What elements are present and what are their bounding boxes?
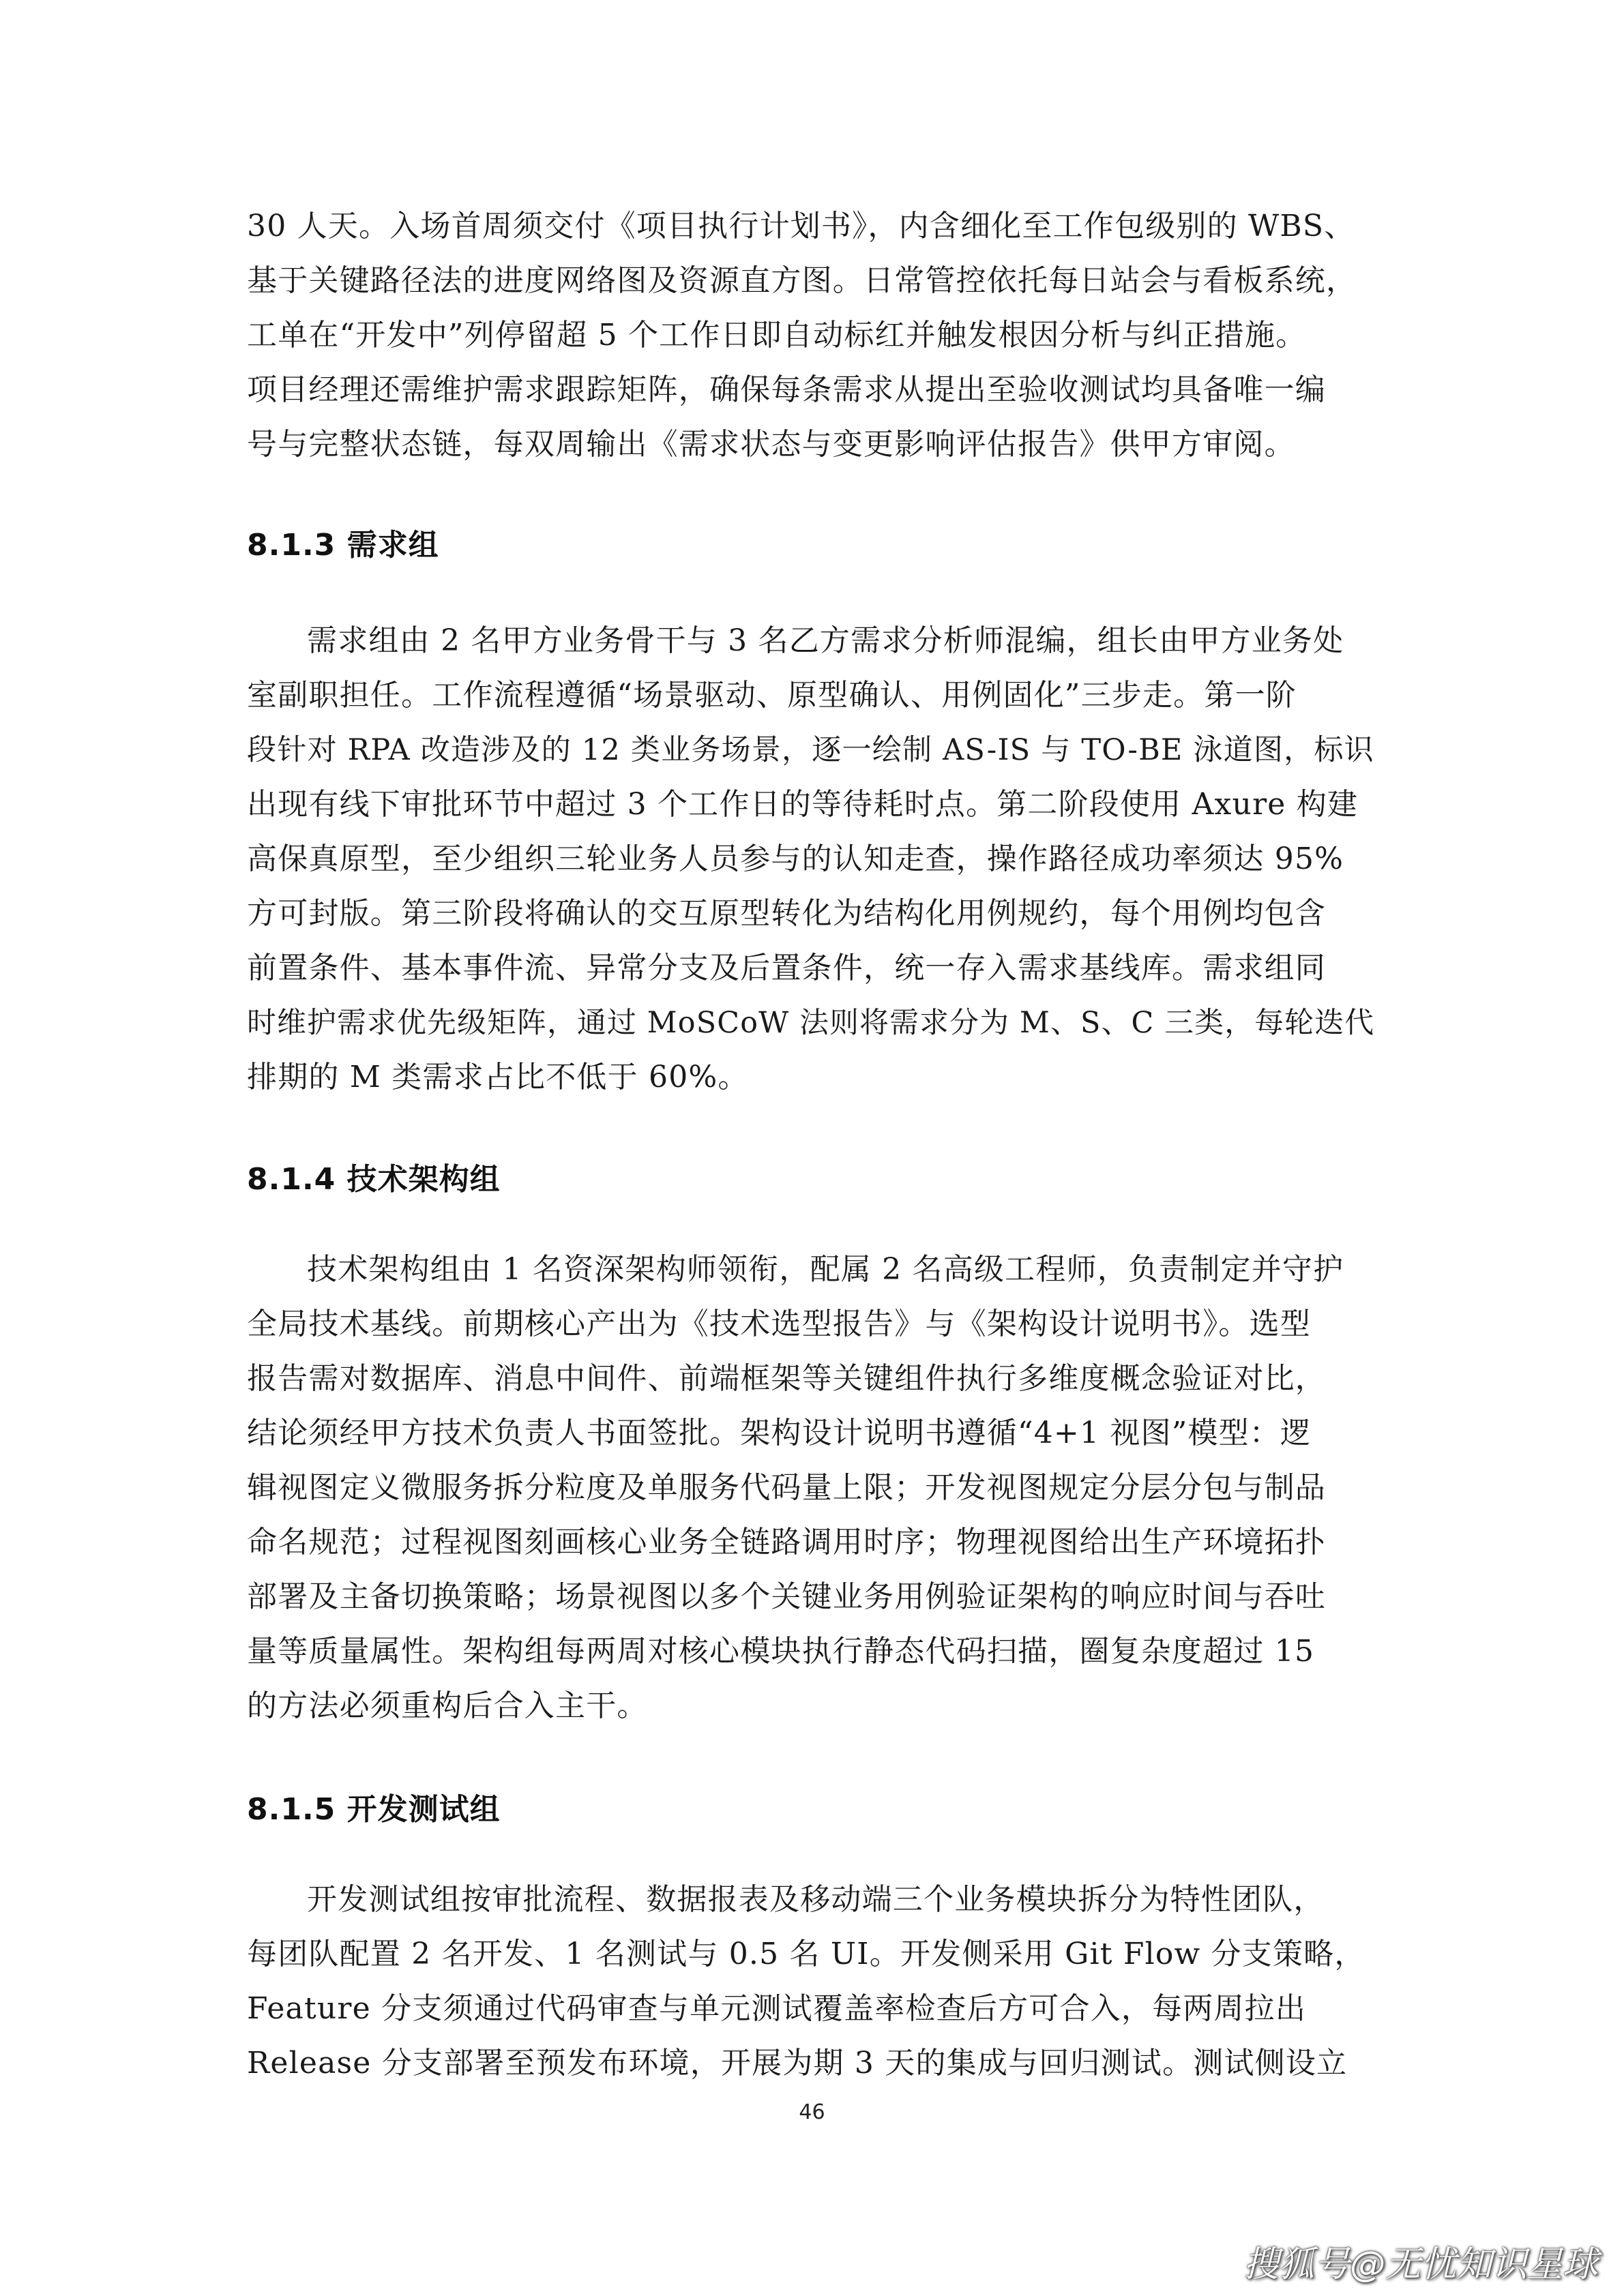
section-8-1-3-paragraph (247, 614, 1379, 1105)
section-8-1-4-paragraph (247, 1242, 1379, 1733)
section-heading-8-1-5: 8.1.5 开发测试组 (247, 1792, 501, 1827)
text-line: 基于关键路径法的进度网络图及资源直方图。日常管控依托每日站会与看板系统， (247, 263, 1357, 298)
text-line: 方可封版。第三阶段将确认的交互原型转化为结构化用例规约，每个用例均包含 (247, 896, 1326, 931)
text-line: 每团队配置 2 名开发、1 名测试与 0.5 名 UI。开发侧采用 Git Flow 分支策略， (247, 1937, 1365, 1971)
text-line: 量等质量属性。架构组每两周对核心模块执行静态代码扫描，圈复杂度超过 15 (247, 1634, 1315, 1669)
text-line: 开发测试组按审批流程、数据报表及移动端三个业务模块拆分为特性团队， (307, 1882, 1325, 1917)
text-line: 号与完整状态链，每双周输出《需求状态与变更影响评估报告》供甲方审阅。 (247, 427, 1295, 462)
text-line: 高保真原型，至少组织三轮业务人员参与的认知走查，操作路径成功率须达 95% (247, 841, 1344, 876)
text-line: 辑视图定义微服务拆分粒度及单服务代码量上限；开发视图规定分层分包与制品 (247, 1470, 1326, 1505)
text-line: 排期的 M 类需求占比不低于 60%。 (247, 1060, 749, 1094)
text-line: 的方法必须重构后合入主干。 (247, 1688, 648, 1723)
text-line: 前置条件、基本事件流、异常分支及后置条件，统一存入需求基线库。需求组同 (247, 951, 1326, 985)
text-line: 工单在“开发中”列停留超 5 个工作日即自动标红并触发根因分析与纠正措施。 (247, 318, 1307, 353)
text-line: Release 分支部署至预发布环境，开展为期 3 天的集成与回归测试。测试侧设立 (247, 2046, 1348, 2081)
text-line: 结论须经甲方技术负责人书面签批。架构设计说明书遵循“4+1 视图”模型：逻 (247, 1416, 1312, 1450)
section-heading-8-1-4: 8.1.4 技术架构组 (247, 1162, 501, 1197)
text-line: 技术架构组由 1 名资深架构师领衔，配属 2 名高级工程师，负责制定并守护 (307, 1252, 1344, 1287)
text-line: 部署及主备切换策略；场景视图以多个关键业务用例验证架构的响应时间与吞吐 (247, 1579, 1326, 1614)
text-line: 全局技术基线。前期核心产出为《技术选型报告》与《架构设计说明书》。选型 (247, 1307, 1311, 1341)
section-8-1-5-paragraph (247, 1873, 1379, 2091)
text-line: Feature 分支须通过代码审查与单元测试覆盖率检查后方可合入，每两周拉出 (247, 1991, 1307, 2026)
text-line: 时维护需求优先级矩阵，通过 MoSCoW 法则将需求分为 M、S、C 三类，每轮迭代 (247, 1006, 1375, 1040)
text-line: 室副职担任。工作流程遵循“场景驱动、原型确认、用例固化”三步走。第一阶 (247, 678, 1297, 713)
text-line: 报告需对数据库、消息中间件、前端框架等关键组件执行多维度概念验证对比， (247, 1361, 1326, 1396)
text-line: 项目经理还需维护需求跟踪矩阵，确保每条需求从提出至验收测试均具备唯一编 (247, 372, 1326, 407)
section-heading-8-1-3: 8.1.3 需求组 (247, 528, 439, 563)
text-line: 出现有线下审批环节中超过 3 个工作日的等待耗时点。第二阶段使用 Axure 构建 (247, 787, 1359, 822)
text-line: 需求组由 2 名甲方业务骨干与 3 名乙方需求分析师混编，组长由甲方业务处 (307, 623, 1344, 658)
text-line: 段针对 RPA 改造涉及的 12 类业务场景，逐一绘制 AS-IS 与 TO-BE 泳道图，标识 (247, 733, 1374, 767)
page-number: 46 (799, 2100, 825, 2124)
intro-paragraph (247, 199, 1379, 472)
text-line: 命名规范；过程视图刻画核心业务全链路调用时序；物理视图给出生产环境拓扑 (247, 1525, 1326, 1560)
text-line: 30 人天。入场首周须交付《项目执行计划书》，内含细化至工作包级别的 WBS、 (247, 209, 1355, 243)
watermark: 搜狐号@无忧知识星球 (1243, 2244, 1598, 2285)
